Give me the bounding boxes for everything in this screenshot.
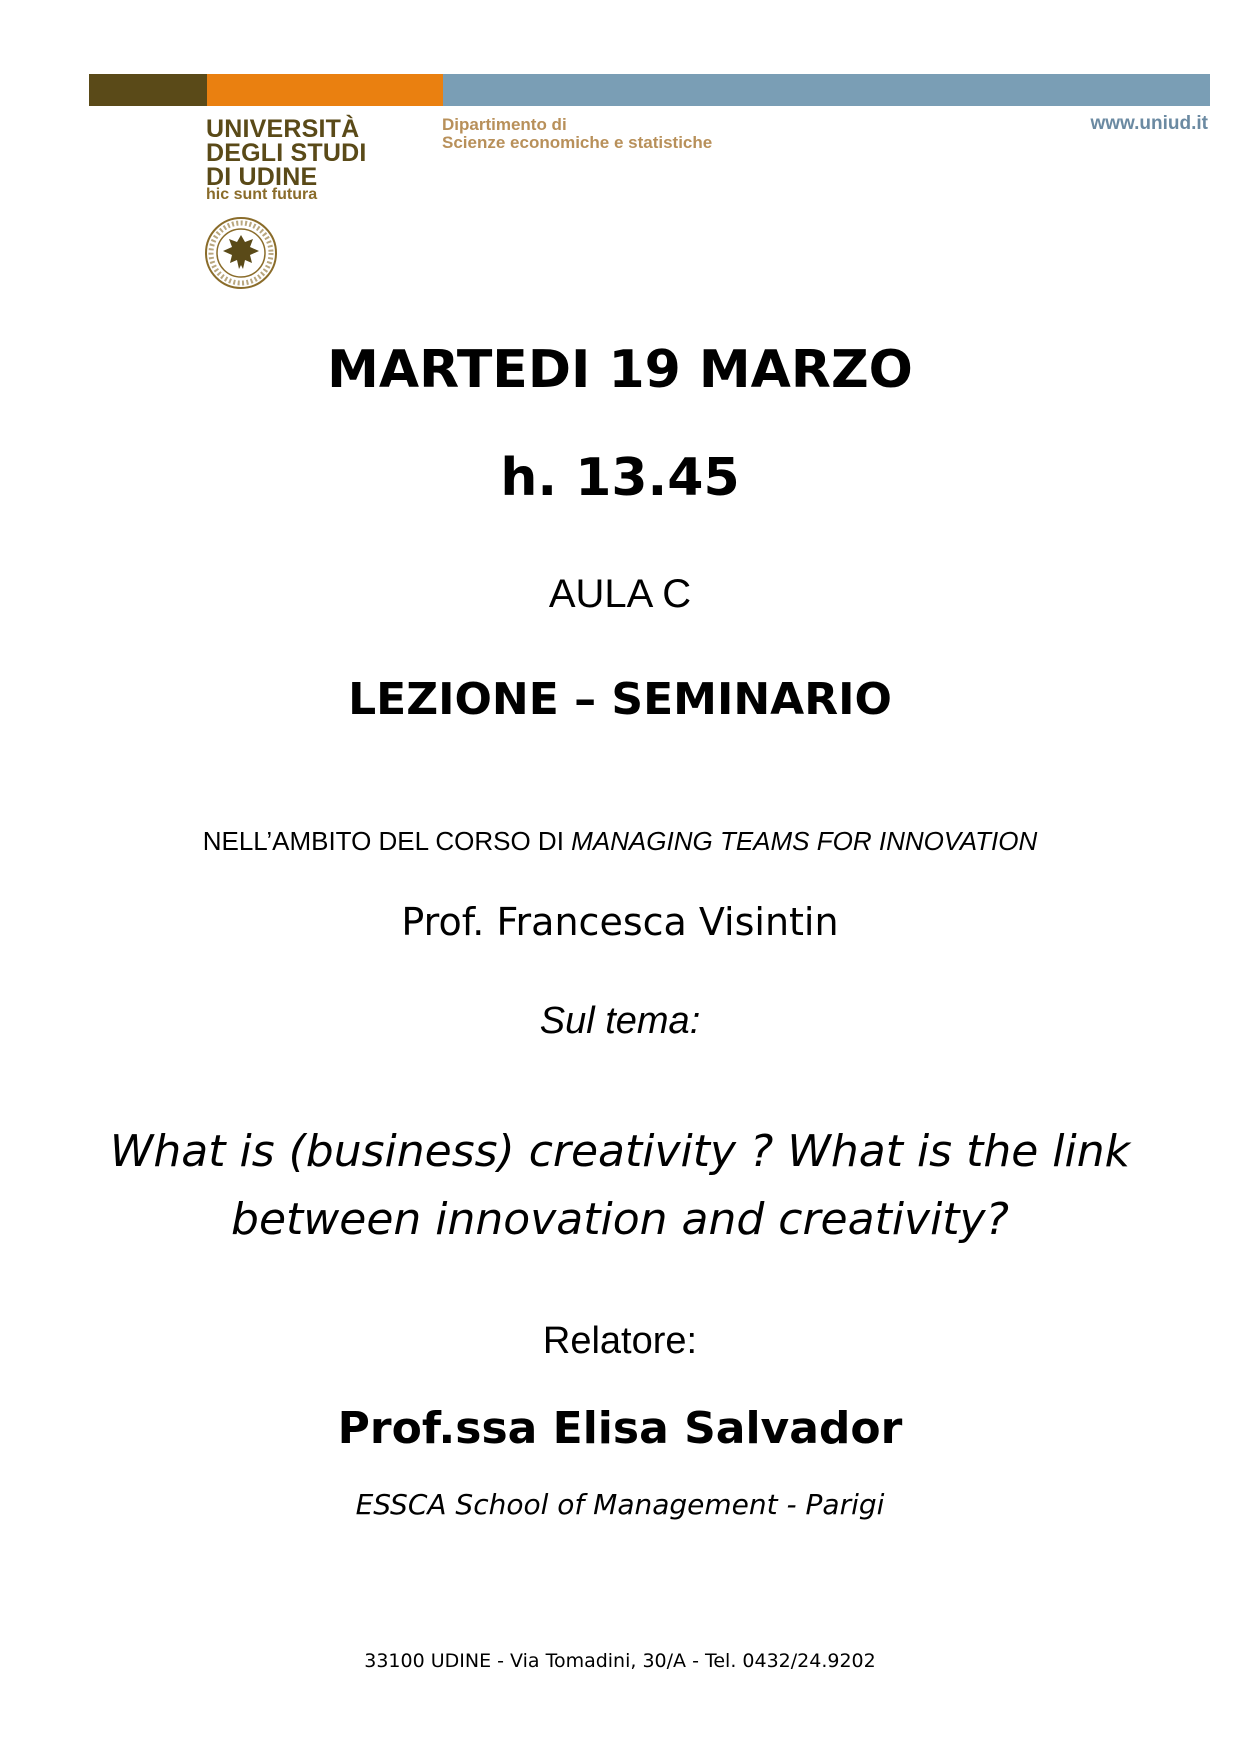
course-line — [0, 826, 1240, 857]
university-name — [206, 117, 367, 189]
header-bar-orange — [207, 74, 443, 106]
department-line-2: Scienze economiche e statistiche — [442, 133, 713, 152]
event-date: MARTEDI 19 MARZO — [327, 340, 913, 400]
department-name — [442, 116, 712, 152]
course-name: MANAGING TEAMS FOR INNOVATION — [571, 826, 1038, 856]
university-seal-icon — [203, 215, 279, 291]
university-name-line-1: UNIVERSITÀ — [206, 115, 360, 143]
university-name-line-2: DEGLI STUDI — [206, 139, 367, 167]
event-time: h. 13.45 — [500, 448, 740, 508]
speaker-label: Relatore: — [542, 1320, 698, 1362]
course-prefix: NELL’AMBITO DEL CORSO DI — [202, 826, 572, 856]
university-motto: hic sunt futura — [206, 186, 318, 203]
footer-address: 33100 UDINE - Via Tomadini, 30/A - Tel. 0432/24.9202 — [364, 1650, 876, 1672]
header-bar-blue — [443, 74, 1210, 106]
event-type: LEZIONE – SEMINARIO — [348, 674, 892, 725]
seminar-topic-line-1: What is (business) creativity ? What is the link — [109, 1126, 1131, 1177]
speaker-affiliation: ESSCA School of Management - Parigi — [355, 1488, 885, 1521]
website-link[interactable]: www.uniud.it — [1090, 113, 1208, 134]
event-room: AULA C — [548, 572, 692, 616]
university-name-line-3: DI UDINE — [206, 163, 318, 191]
header-bar-brown — [89, 74, 207, 106]
speaker-name: Prof.ssa Elisa Salvador — [337, 1403, 903, 1454]
seminar-topic-line-2: between innovation and creativity? — [231, 1194, 1009, 1245]
department-line-1: Dipartimento di — [442, 115, 567, 134]
course-professor: Prof. Francesca Visintin — [401, 900, 839, 944]
theme-label: Sul tema: — [539, 1000, 701, 1042]
seminar-topic — [0, 1118, 1240, 1254]
